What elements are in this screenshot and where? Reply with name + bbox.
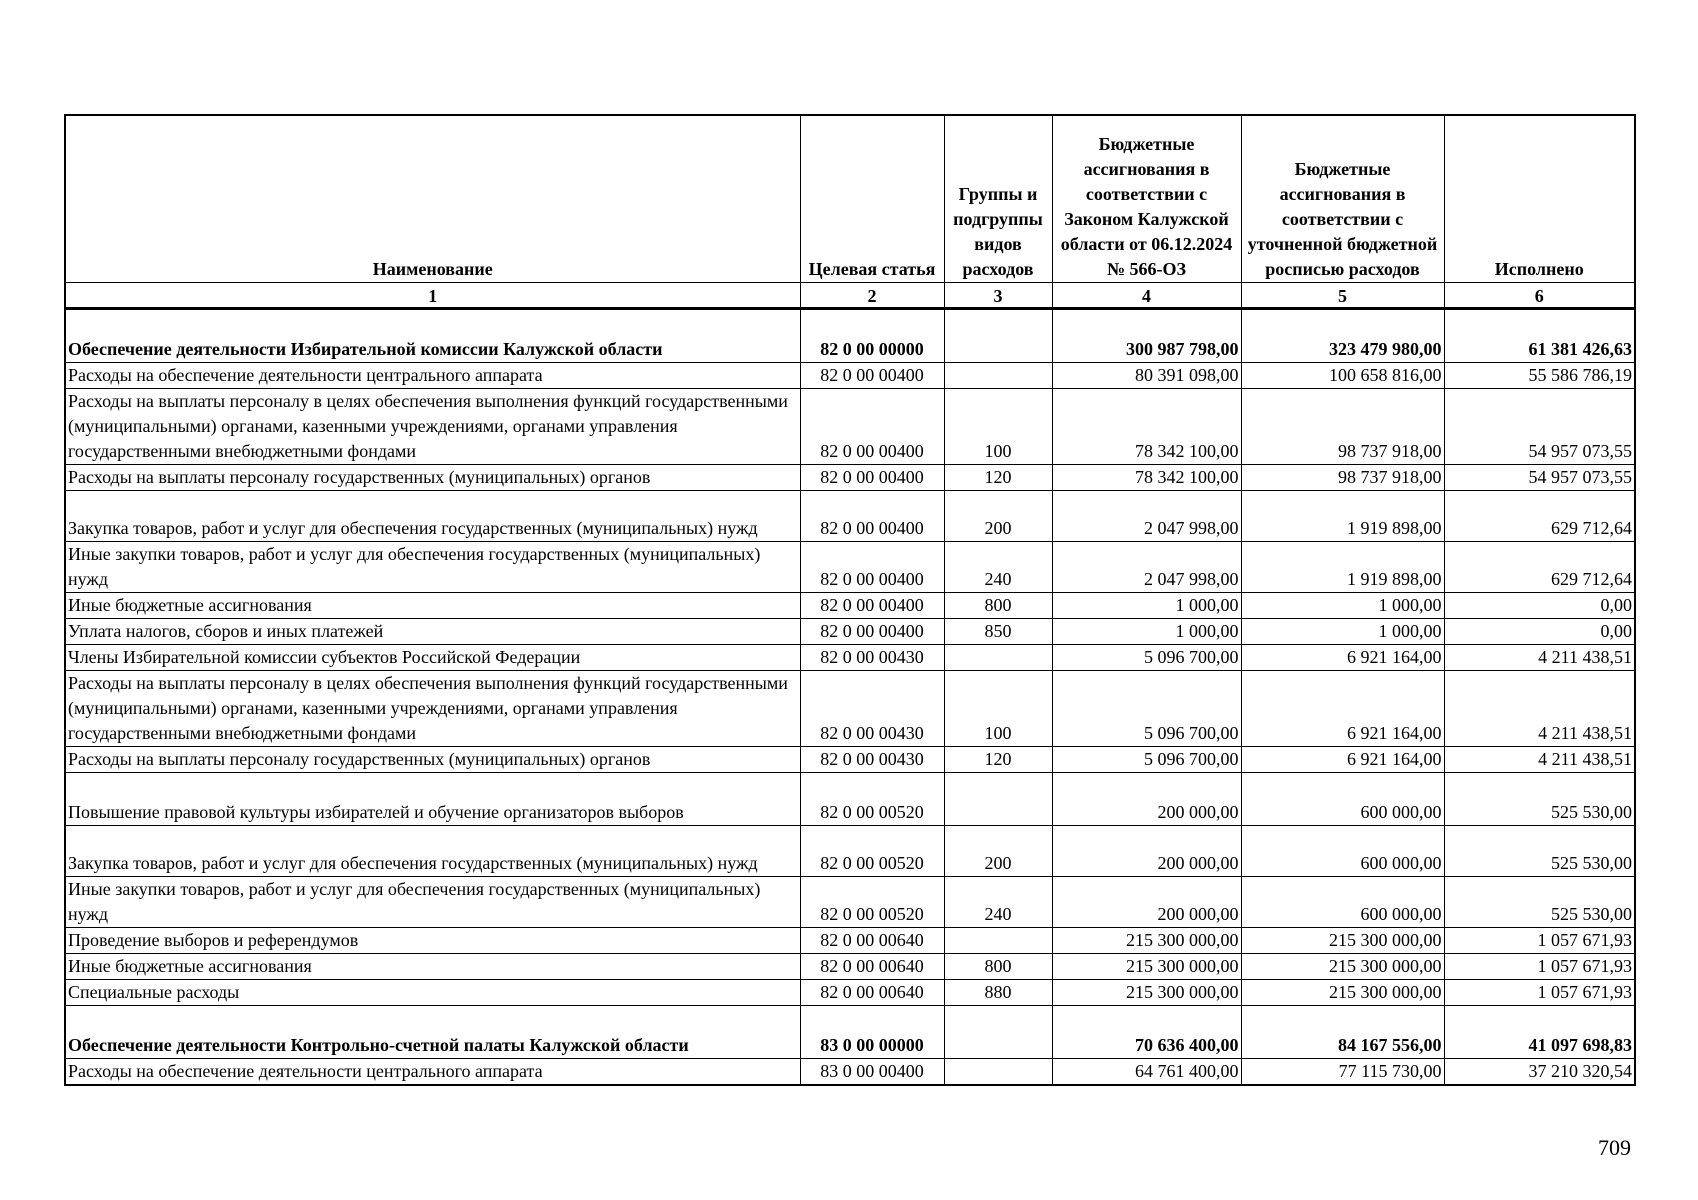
row-law: 70 636 400,00	[1052, 1006, 1241, 1059]
row-name: Иные бюджетные ассигнования	[65, 593, 800, 619]
row-law: 200 000,00	[1052, 773, 1241, 826]
row-executed: 1 057 671,93	[1444, 928, 1635, 954]
row-law: 78 342 100,00	[1052, 389, 1241, 465]
table-row	[65, 980, 1635, 1006]
table-row	[65, 465, 1635, 491]
row-refined: 215 300 000,00	[1241, 980, 1444, 1006]
table-row	[65, 954, 1635, 980]
row-refined: 6 921 164,00	[1241, 671, 1444, 747]
page-number: 709	[1598, 1135, 1631, 1160]
row-code: 83 0 00 00400	[800, 1059, 944, 1086]
row-name: Закупка товаров, работ и услуг для обеспечения государственных (муниципальных) нужд	[65, 491, 800, 542]
table-row	[65, 928, 1635, 954]
row-law: 200 000,00	[1052, 826, 1241, 877]
row-group	[944, 928, 1052, 954]
row-executed: 37 210 320,54	[1444, 1059, 1635, 1086]
row-law: 2 047 998,00	[1052, 542, 1241, 593]
row-refined: 215 300 000,00	[1241, 928, 1444, 954]
row-executed: 54 957 073,55	[1444, 465, 1635, 491]
budget-table	[64, 114, 1636, 1086]
row-executed: 1 057 671,93	[1444, 954, 1635, 980]
row-law: 64 761 400,00	[1052, 1059, 1241, 1086]
header-name: Наименование	[65, 115, 800, 283]
row-name: Уплата налогов, сборов и иных платежей	[65, 619, 800, 645]
row-executed: 1 057 671,93	[1444, 980, 1635, 1006]
row-executed: 0,00	[1444, 593, 1635, 619]
row-executed: 61 381 426,63	[1444, 309, 1635, 363]
row-refined: 6 921 164,00	[1241, 747, 1444, 773]
row-group: 200	[944, 826, 1052, 877]
column-number: 2	[800, 283, 944, 309]
row-law: 2 047 998,00	[1052, 491, 1241, 542]
table-row	[65, 619, 1635, 645]
row-code: 82 0 00 00640	[800, 928, 944, 954]
row-name: Закупка товаров, работ и услуг для обеспечения государственных (муниципальных) нужд	[65, 826, 800, 877]
row-group	[944, 309, 1052, 363]
table-row	[65, 1059, 1635, 1086]
row-code: 82 0 00 00640	[800, 954, 944, 980]
row-group: 120	[944, 747, 1052, 773]
row-code: 82 0 00 00640	[800, 980, 944, 1006]
row-group: 200	[944, 491, 1052, 542]
table-row	[65, 542, 1635, 593]
header-row	[65, 115, 1635, 283]
column-number: 5	[1241, 283, 1444, 309]
row-name: Специальные расходы	[65, 980, 800, 1006]
row-law: 5 096 700,00	[1052, 671, 1241, 747]
table-row	[65, 491, 1635, 542]
row-executed: 55 586 786,19	[1444, 363, 1635, 389]
table-row	[65, 645, 1635, 671]
row-law: 78 342 100,00	[1052, 465, 1241, 491]
row-law: 300 987 798,00	[1052, 309, 1241, 363]
header-target: Целевая статья	[800, 115, 944, 283]
row-executed: 0,00	[1444, 619, 1635, 645]
row-law: 80 391 098,00	[1052, 363, 1241, 389]
row-name: Проведение выборов и референдумов	[65, 928, 800, 954]
row-code: 82 0 00 00400	[800, 491, 944, 542]
table-row	[65, 826, 1635, 877]
row-group: 120	[944, 465, 1052, 491]
header-law: Бюджетные ассигнования в соответствии с Законом Калужской области от 06.12.2024 № 566-ОЗ	[1052, 115, 1241, 283]
row-refined: 1 000,00	[1241, 619, 1444, 645]
row-code: 82 0 00 00400	[800, 465, 944, 491]
row-group	[944, 773, 1052, 826]
row-name: Члены Избирательной комиссии субъектов Российской Федерации	[65, 645, 800, 671]
row-executed: 4 211 438,51	[1444, 747, 1635, 773]
row-refined: 215 300 000,00	[1241, 954, 1444, 980]
row-code: 82 0 00 00430	[800, 747, 944, 773]
column-number: 4	[1052, 283, 1241, 309]
table-row	[65, 671, 1635, 747]
row-executed: 629 712,64	[1444, 491, 1635, 542]
row-group: 880	[944, 980, 1052, 1006]
row-group	[944, 363, 1052, 389]
row-refined: 323 479 980,00	[1241, 309, 1444, 363]
row-refined: 6 921 164,00	[1241, 645, 1444, 671]
row-law: 200 000,00	[1052, 877, 1241, 928]
header-executed: Исполнено	[1444, 115, 1635, 283]
row-executed: 629 712,64	[1444, 542, 1635, 593]
table-row	[65, 363, 1635, 389]
row-code: 82 0 00 00400	[800, 619, 944, 645]
row-group: 800	[944, 954, 1052, 980]
row-law: 215 300 000,00	[1052, 954, 1241, 980]
row-name: Иные бюджетные ассигнования	[65, 954, 800, 980]
row-executed: 525 530,00	[1444, 826, 1635, 877]
row-group: 100	[944, 389, 1052, 465]
row-law: 215 300 000,00	[1052, 928, 1241, 954]
column-number: 1	[65, 283, 800, 309]
column-number: 3	[944, 283, 1052, 309]
row-name: Расходы на выплаты персоналу в целях обеспечения выполнения функций государственными (муниципальными) органами, казенными учреждениями, органами управления государственными внебюджетными фондами	[65, 389, 800, 465]
row-group: 100	[944, 671, 1052, 747]
row-refined: 600 000,00	[1241, 877, 1444, 928]
row-code: 82 0 00 00520	[800, 877, 944, 928]
row-refined: 1 919 898,00	[1241, 491, 1444, 542]
row-name: Обеспечение деятельности Контрольно-счетной палаты Калужской области	[65, 1006, 800, 1059]
row-group	[944, 645, 1052, 671]
row-code: 82 0 00 00430	[800, 645, 944, 671]
header-groups: Группы и подгруппы видов расходов	[944, 115, 1052, 283]
row-refined: 100 658 816,00	[1241, 363, 1444, 389]
row-refined: 600 000,00	[1241, 773, 1444, 826]
row-law: 1 000,00	[1052, 593, 1241, 619]
row-name: Иные закупки товаров, работ и услуг для обеспечения государственных (муниципальных) нужд	[65, 542, 800, 593]
table-row	[65, 389, 1635, 465]
table-row	[65, 773, 1635, 826]
column-number-row	[65, 283, 1635, 309]
row-refined: 1 000,00	[1241, 593, 1444, 619]
row-refined: 600 000,00	[1241, 826, 1444, 877]
table-row	[65, 877, 1635, 928]
row-name: Обеспечение деятельности Избирательной комиссии Калужской области	[65, 309, 800, 363]
row-refined: 98 737 918,00	[1241, 389, 1444, 465]
row-group: 800	[944, 593, 1052, 619]
row-name: Расходы на обеспечение деятельности центрального аппарата	[65, 1059, 800, 1086]
row-refined: 1 919 898,00	[1241, 542, 1444, 593]
row-group: 850	[944, 619, 1052, 645]
row-refined: 77 115 730,00	[1241, 1059, 1444, 1086]
row-group: 240	[944, 877, 1052, 928]
row-refined: 98 737 918,00	[1241, 465, 1444, 491]
table-row	[65, 747, 1635, 773]
row-group: 240	[944, 542, 1052, 593]
row-law: 215 300 000,00	[1052, 980, 1241, 1006]
row-executed: 54 957 073,55	[1444, 389, 1635, 465]
table-row	[65, 309, 1635, 363]
row-code: 82 0 00 00400	[800, 363, 944, 389]
row-code: 82 0 00 00000	[800, 309, 944, 363]
row-executed: 525 530,00	[1444, 773, 1635, 826]
row-name: Иные закупки товаров, работ и услуг для обеспечения государственных (муниципальных) нужд	[65, 877, 800, 928]
table-row	[65, 593, 1635, 619]
row-code: 83 0 00 00000	[800, 1006, 944, 1059]
row-law: 5 096 700,00	[1052, 645, 1241, 671]
row-refined: 84 167 556,00	[1241, 1006, 1444, 1059]
row-executed: 4 211 438,51	[1444, 645, 1635, 671]
row-code: 82 0 00 00400	[800, 389, 944, 465]
row-executed: 525 530,00	[1444, 877, 1635, 928]
column-number: 6	[1444, 283, 1635, 309]
row-name: Расходы на обеспечение деятельности центрального аппарата	[65, 363, 800, 389]
row-code: 82 0 00 00520	[800, 773, 944, 826]
row-name: Расходы на выплаты персоналу государственных (муниципальных) органов	[65, 465, 800, 491]
row-group	[944, 1006, 1052, 1059]
row-name: Расходы на выплаты персоналу государственных (муниципальных) органов	[65, 747, 800, 773]
row-law: 5 096 700,00	[1052, 747, 1241, 773]
row-name: Расходы на выплаты персоналу в целях обеспечения выполнения функций государственными (муниципальными) органами, казенными учреждениями, органами управления государственными внебюджетными фондами	[65, 671, 800, 747]
row-code: 82 0 00 00430	[800, 671, 944, 747]
row-code: 82 0 00 00400	[800, 542, 944, 593]
table-row	[65, 1006, 1635, 1059]
row-executed: 41 097 698,83	[1444, 1006, 1635, 1059]
row-executed: 4 211 438,51	[1444, 671, 1635, 747]
row-code: 82 0 00 00400	[800, 593, 944, 619]
row-law: 1 000,00	[1052, 619, 1241, 645]
row-group	[944, 1059, 1052, 1086]
row-name: Повышение правовой культуры избирателей и обучение организаторов выборов	[65, 773, 800, 826]
header-refined: Бюджетные ассигнования в соответствии с уточненной бюджетной росписью расходов	[1241, 115, 1444, 283]
row-code: 82 0 00 00520	[800, 826, 944, 877]
